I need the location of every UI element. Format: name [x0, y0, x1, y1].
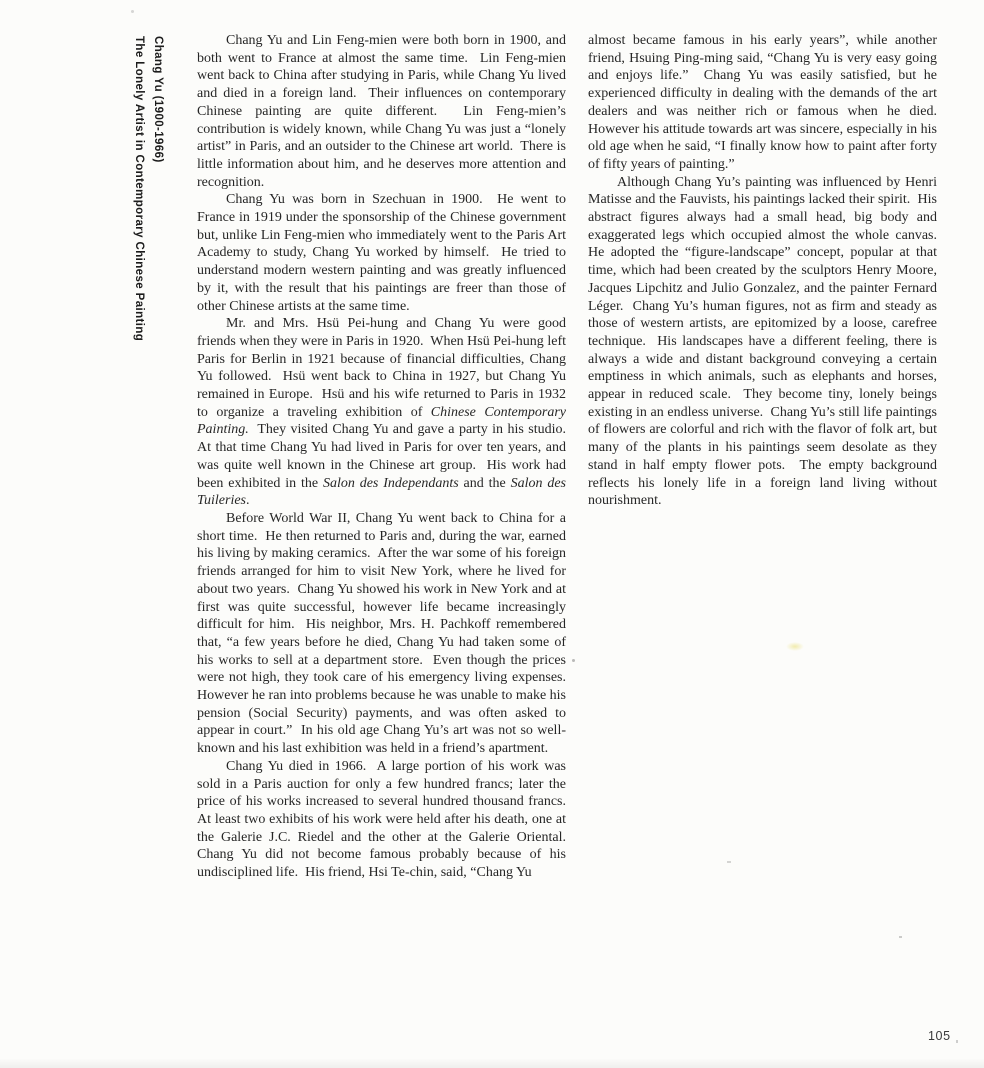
paragraph: almost became famous in his early years”, while another friend, Hsuing Ping-ming said, “Chang Yu is very easy going and enjoys life.” Chang Yu was easily satisfied, but he experienced difficulty in dealing with the demands of the art dealers and was neither rich or famous when he died. However his attitude towards art was sincere, especially in his old age when he said, “I finally know how to paint after forty of fifty years of painting.” [588, 33, 944, 172]
article-column-right [588, 32, 944, 510]
page-number: 105 [928, 1029, 951, 1043]
italic-title: Salon des Independants [322, 475, 459, 491]
chapter-title-line1: Chang Yu (1900-1966) [152, 36, 164, 163]
scan-speck [956, 1040, 958, 1043]
italic-title: Salon des Tuileries [197, 475, 570, 509]
paragraph: Chang Yu was born in Szechuan in 1900. He went to France in 1919 under the sponsorship of the Chinese government but, unlike Lin Feng-mien who immediately went to the Paris Art Academy to study, Chang Yu worked by himself. He tried to understand modern western painting and was greatly influenced by it, with the result that his paintings are freer than those of other Chinese artists at the same time. [197, 192, 570, 314]
scan-speck [899, 936, 902, 938]
article-column-left [197, 32, 573, 882]
scan-speck [572, 659, 575, 662]
scan-speck [131, 10, 134, 13]
paragraph: Mr. and Mrs. Hsü Pei-hung and Chang Yu were good friends when they were in Paris in 1920. When Hsü Pei-hung left Paris for Berlin in 1921 because of financial difficulties, Chang Yu followed. Hsü went back to China in 1927, but Chang Yu remained in Europe. Hsü and his wife returned to Paris in 1932 to organize a traveling exhibition of Chinese Contemporary Painting. They visited Chang Yu and gave a party in his studio. At that time Chang Yu had lived in Paris for over ten years, and was quite well known in the Chinese art group. His work had been exhibited in the Salon des Independants and the Salon des Tuileries. [197, 316, 573, 509]
chapter-sidebar-title [129, 36, 167, 341]
scan-speck [786, 642, 804, 651]
paragraph: Chang Yu died in 1966. A large portion of his work was sold in a Paris auction for only a few hundred francs; later the price of his works increased to several hundred thousand francs. At least two exhibits of his work were held after his death, one at the Galerie J.C. Riedel and the other at the Galerie Oriental. Chang Yu did not become famous probably because of his undisciplined life. His friend, Hsi Te-chin, said, “Chang Yu [197, 758, 573, 881]
italic-title: Chinese Contemporary Painting. [197, 404, 570, 438]
paragraph: Although Chang Yu’s painting was influenced by Henri Matisse and the Fauvists, his paintings lacked their spirit. His abstract figures always had a small head, big body and exaggerated legs which occupied almost the whole canvas. He adopted the “figure-landscape” concept, popular at that time, which had been created by the sculptors Henry Moore, Jacques Lipchitz and Julio Gonzalez, and the painter Fernard Léger. Chang Yu’s human figures, not as firm and steady as those of western artists, are epitomized by a loose, carefree technique. His landscapes have a different feeling, there is always a wide and distant background conveying a certain emptiness in which animals, such as elephants and horses, appear in reduced scale. They become tiny, lonely beings existing in an endless universe. Chang Yu’s still life paintings of flowers are colorful and rich with the flavor of folk art, but many of the plants in his paintings seem desolate as they stand in half empty flower pots. The empty background reflects his lonely life in a foreign land living without nourishment. [588, 174, 944, 509]
paragraph: Chang Yu and Lin Feng-mien were both born in 1900, and both went to France at almost the same time. Lin Feng-mien went back to China after studying in Paris, while Chang Yu lived and died in a foreign land. Their influences on contemporary Chinese painting are quite different. Lin Feng-mien’s contribution is widely known, while Chang Yu was just a “lonely artist” in Paris, and an outsider to the Chinese art world. There is little information about him, and he deserves more attention and recognition. [197, 33, 570, 190]
chapter-title-line2: The Lonely Artist in Contemporary Chinese Painting [133, 36, 145, 342]
paragraph: Before World War II, Chang Yu went back to China for a short time. He then returned to Paris and, during the war, earned his living by making ceramics. After the war some of his foreign friends arranged for him to visit New York, where he lived for about two years. Chang Yu showed his work in New York and at first was quite successful, however life became increasingly difficult for him. His neighbor, Mrs. H. Pachkoff remembered that, “a few years before he died, Chang Yu had taken some of his works to sell at a department store. Even though the prices were not high, they took care of his emergency living expenses. However he ran into problems because he was unable to make his pension (Social Security) payments, and was often asked to appear in court.” In his old age Chang Yu’s art was not so well-known and his last exhibition was held in a friend’s apartment. [197, 510, 573, 757]
scan-speck [727, 861, 731, 863]
